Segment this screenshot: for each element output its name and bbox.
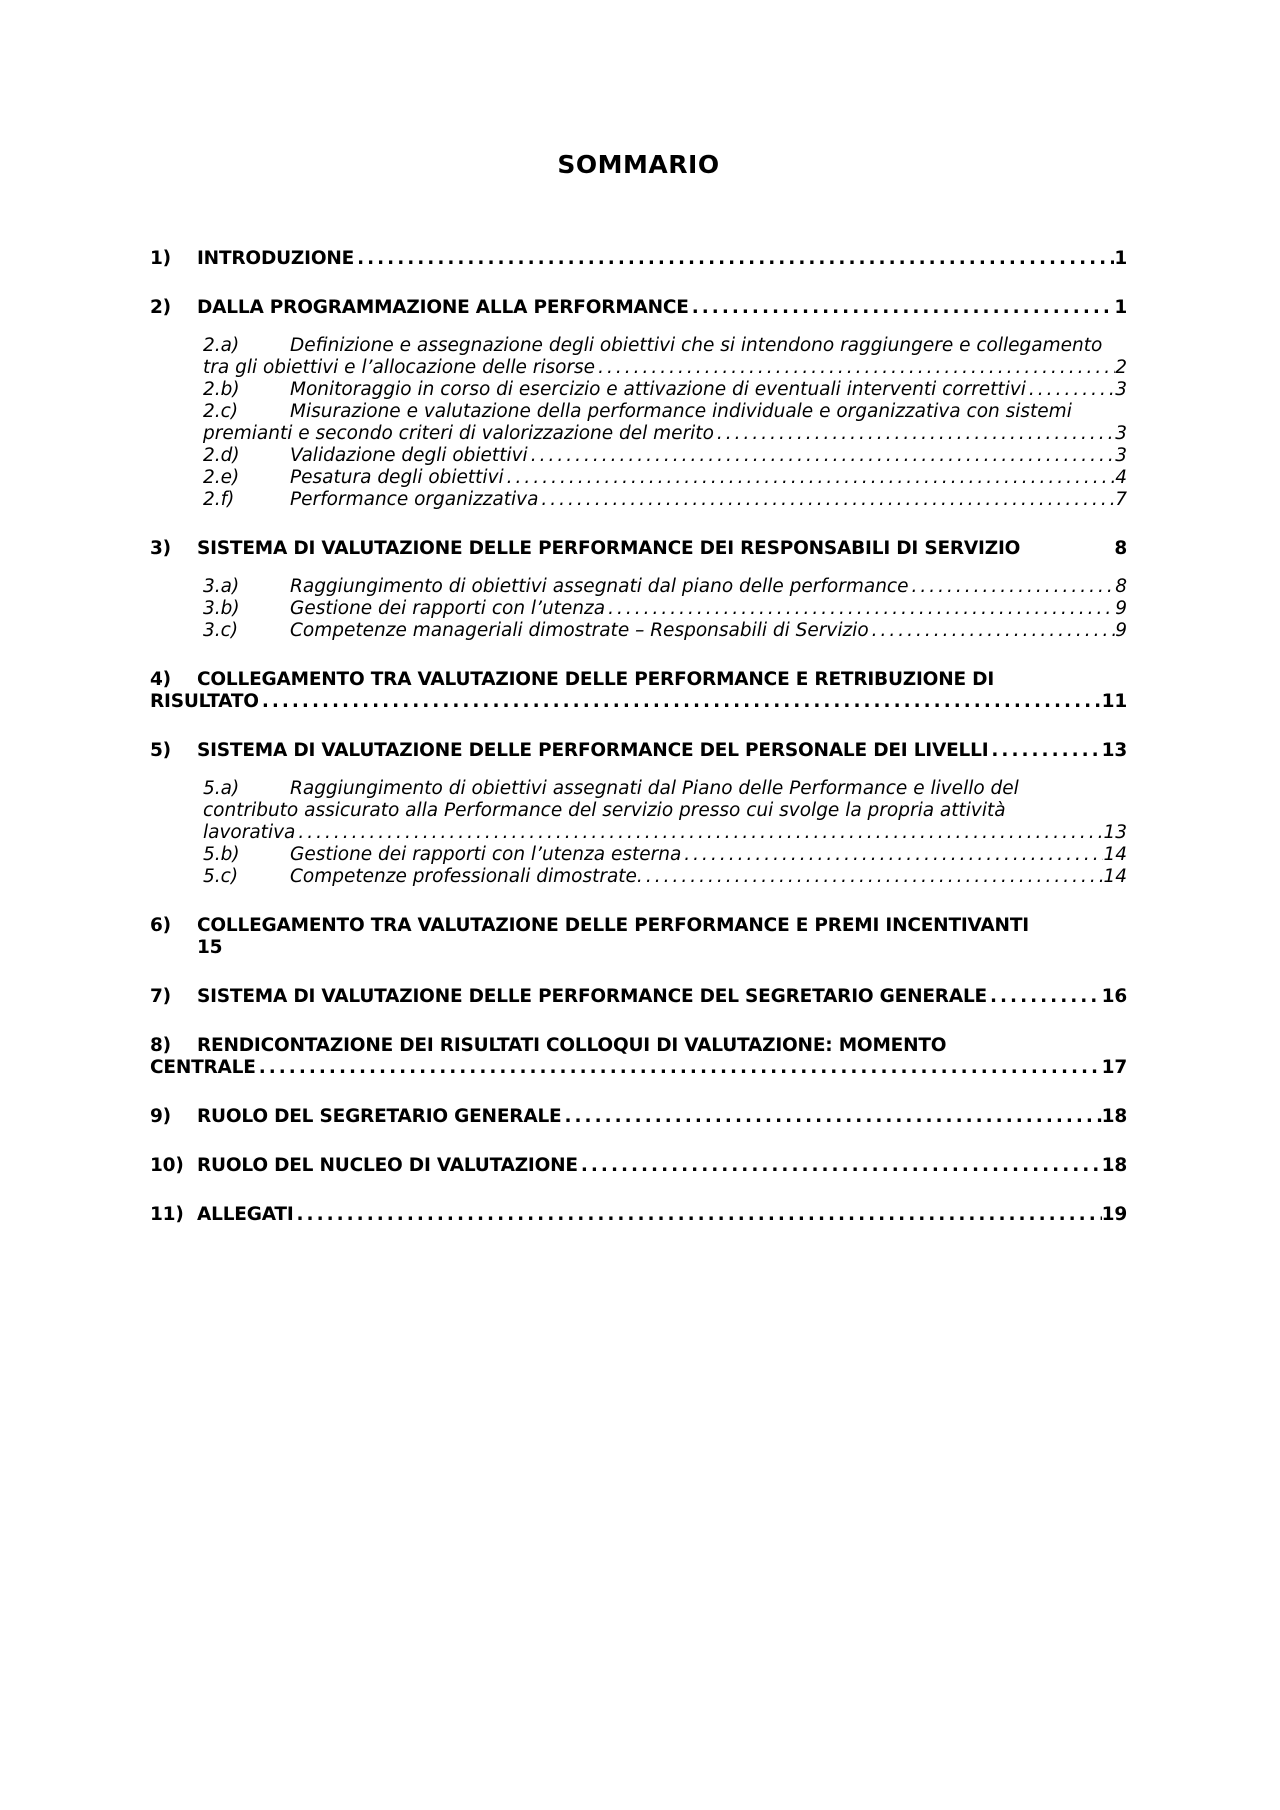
toc-line (150, 538, 1127, 560)
entry-number: 4) (150, 669, 171, 690)
toc-line (150, 986, 1127, 1008)
page-number: 9 (1115, 620, 1127, 641)
entry-title: INTRODUZIONE (197, 248, 355, 269)
toc-entry-5 (150, 740, 1127, 762)
entry-title: RENDICONTAZIONE DEI RISULTATI COLLOQUI DI VALUTAZIONE: MOMENTO (197, 1035, 947, 1056)
entry-number: 8) (150, 1035, 171, 1056)
toc-line (150, 844, 1127, 866)
entry-title: COLLEGAMENTO TRA VALUTAZIONE DELLE PERFORMANCE E RETRIBUZIONE DI (197, 669, 994, 690)
entry-number: 3.c) (203, 620, 239, 641)
page-number: 18 (1101, 1106, 1127, 1127)
entry-title-wrap: premianti e secondo criteri di valorizzazione del merito (203, 423, 714, 444)
dot-leader (643, 866, 1104, 888)
page-number: 13 (1103, 822, 1127, 843)
toc-line (150, 620, 1127, 642)
entry-title: Monitoraggio in corso di esercizio e attivazione di eventuali interventi correttivi (290, 379, 1026, 400)
entry-number: 2.c) (203, 401, 239, 422)
entry-title: COLLEGAMENTO TRA VALUTAZIONE DELLE PERFORMANCE E PREMI INCENTIVANTI (197, 915, 1029, 936)
toc-line (150, 1035, 1127, 1057)
entry-title-wrap: lavorativa (203, 822, 296, 843)
entry-title-wrap: CENTRALE (150, 1057, 256, 1078)
entry-number: 5.c) (203, 866, 239, 887)
page-number: 18 (1101, 1155, 1127, 1176)
toc-line (150, 467, 1127, 489)
toc-line (150, 691, 1127, 713)
entry-number: 3.a) (203, 576, 240, 597)
dot-leader (578, 1155, 1102, 1177)
toc-subentries-3 (150, 576, 1127, 642)
toc-entry-2 (150, 297, 1127, 319)
entry-number: 6) (150, 915, 171, 936)
dot-leader (256, 1057, 1102, 1079)
page-number: 1 (1114, 297, 1127, 318)
entry-number: 5.a) (203, 778, 240, 799)
table-of-contents (150, 248, 1127, 1226)
toc-line (150, 489, 1127, 511)
entry-title: RUOLO DEL NUCLEO DI VALUTAZIONE (197, 1155, 578, 1176)
entry-title: Raggiungimento di obiettivi assegnati dal Piano delle Performance e livello del (290, 778, 1019, 799)
toc-line (150, 669, 1127, 691)
toc-line (150, 297, 1127, 319)
toc-entry-11 (150, 1204, 1127, 1226)
entry-title: Misurazione e valutazione della performance individuale e organizzativa con sistemi (290, 401, 1072, 422)
toc-subentries-2 (150, 335, 1127, 511)
dot-leader (714, 423, 1115, 445)
dot-leader (354, 248, 1114, 270)
page-number: 17 (1101, 1057, 1127, 1078)
entry-number: 3) (150, 538, 171, 559)
entry-title: Validazione degli obiettivi (290, 445, 528, 466)
entry-number: 3.b) (203, 598, 240, 619)
page-number: 14 (1103, 844, 1127, 865)
toc-line (150, 1155, 1127, 1177)
page-number: 11 (1101, 691, 1127, 712)
entry-number: 5.b) (203, 844, 240, 865)
page-number: 8 (1114, 538, 1127, 559)
entry-title: SISTEMA DI VALUTAZIONE DELLE PERFORMANCE DEL PERSONALE DEI LIVELLI (197, 740, 989, 761)
page-number: 4 (1115, 467, 1127, 488)
entry-title: Raggiungimento di obiettivi assegnati dal piano delle performance (290, 576, 909, 597)
toc-line (150, 822, 1127, 844)
page-number: 16 (1101, 986, 1127, 1007)
toc-line (150, 740, 1127, 762)
entry-number: 1) (150, 248, 171, 269)
dot-leader (987, 986, 1102, 1008)
toc-line (150, 248, 1127, 270)
entry-title: Performance organizzativa (290, 489, 539, 510)
dot-leader (595, 357, 1115, 379)
entry-title: Gestione dei rapporti con l’utenza esterna (290, 844, 682, 865)
toc-line (150, 598, 1127, 620)
toc-line (150, 335, 1127, 357)
entry-title-wrap: contributo assicurato alla Performance del servizio presso cui svolge la propria attività (203, 800, 1006, 821)
dot-leader (605, 598, 1115, 620)
entry-number: 2.b) (203, 379, 240, 400)
page-number: 3 (1115, 423, 1127, 444)
toc-line (150, 357, 1127, 379)
toc-line (150, 1057, 1127, 1079)
dot-leader (561, 1106, 1101, 1128)
page-number: 2 (1115, 357, 1127, 378)
toc-line (150, 401, 1127, 423)
toc-line (150, 866, 1127, 888)
entry-title: ALLEGATI (197, 1204, 294, 1225)
page-number: 7 (1115, 489, 1127, 510)
toc-subentries-5 (150, 778, 1127, 888)
entry-number: 2.f) (203, 489, 235, 510)
page-number: 13 (1101, 740, 1127, 761)
page-number: 1 (1114, 248, 1127, 269)
dot-leader (869, 620, 1116, 642)
toc-line (150, 778, 1127, 800)
entry-title: SISTEMA DI VALUTAZIONE DELLE PERFORMANCE DEI RESPONSABILI DI SERVIZIO (197, 538, 1021, 559)
entry-title: SISTEMA DI VALUTAZIONE DELLE PERFORMANCE DEL SEGRETARIO GENERALE (197, 986, 987, 1007)
dot-leader (295, 822, 1103, 844)
toc-entry-6 (150, 915, 1127, 959)
dot-leader (1026, 379, 1115, 401)
dot-leader (988, 740, 1101, 762)
page-number: 3 (1115, 445, 1127, 466)
toc-line (150, 576, 1127, 598)
page-number: 15 (197, 937, 223, 958)
toc-line (150, 1204, 1127, 1226)
dot-leader (294, 1204, 1102, 1226)
dot-leader (689, 297, 1115, 319)
toc-line (150, 379, 1127, 401)
entry-title: Definizione e assegnazione degli obiettivi che si intendono raggiungere e collegamento (290, 335, 1103, 356)
document-body (150, 0, 1127, 1226)
entry-number: 11) (150, 1204, 184, 1225)
page-number: 8 (1115, 576, 1127, 597)
page-number: 3 (1115, 379, 1127, 400)
entry-number: 10) (150, 1155, 184, 1176)
entry-number: 2) (150, 297, 171, 318)
entry-title: Competenze manageriali dimostrate – Responsabili di Servizio (290, 620, 869, 641)
entry-number: 2.d) (203, 445, 240, 466)
entry-title: Competenze professionali dimostrate. (290, 866, 643, 887)
page-number: 19 (1101, 1204, 1127, 1225)
toc-line (150, 915, 1127, 937)
toc-line (150, 937, 1127, 959)
toc-entry-1 (150, 248, 1127, 270)
entry-number: 2.e) (203, 467, 240, 488)
toc-entry-7 (150, 986, 1127, 1008)
dot-leader (681, 844, 1103, 866)
entry-title-wrap: tra gli obiettivi e l’allocazione delle risorse (203, 357, 596, 378)
dot-leader (259, 691, 1102, 713)
entry-number: 7) (150, 986, 171, 1007)
dot-leader (504, 467, 1116, 489)
toc-entry-4 (150, 669, 1127, 713)
dot-leader (909, 576, 1116, 598)
entry-number: 5) (150, 740, 171, 761)
entry-number: 2.a) (203, 335, 240, 356)
toc-line (150, 445, 1127, 467)
entry-title: Gestione dei rapporti con l’utenza (290, 598, 606, 619)
toc-line (150, 423, 1127, 445)
entry-title: Pesatura degli obiettivi (290, 467, 504, 488)
toc-entry-8 (150, 1035, 1127, 1079)
toc-entry-10 (150, 1155, 1127, 1177)
entry-number: 9) (150, 1106, 171, 1127)
dot-leader (538, 489, 1115, 511)
entry-title: DALLA PROGRAMMAZIONE ALLA PERFORMANCE (197, 297, 689, 318)
entry-title-wrap: RISULTATO (150, 691, 259, 712)
page-number: 9 (1115, 598, 1127, 619)
toc-line (150, 800, 1127, 822)
toc-entry-3 (150, 538, 1127, 560)
entry-title: RUOLO DEL SEGRETARIO GENERALE (197, 1106, 562, 1127)
page-number: 14 (1103, 866, 1127, 887)
toc-line (150, 1106, 1127, 1128)
toc-entry-9 (150, 1106, 1127, 1128)
dot-leader (528, 445, 1116, 467)
page-title: SOMMARIO (557, 150, 720, 179)
